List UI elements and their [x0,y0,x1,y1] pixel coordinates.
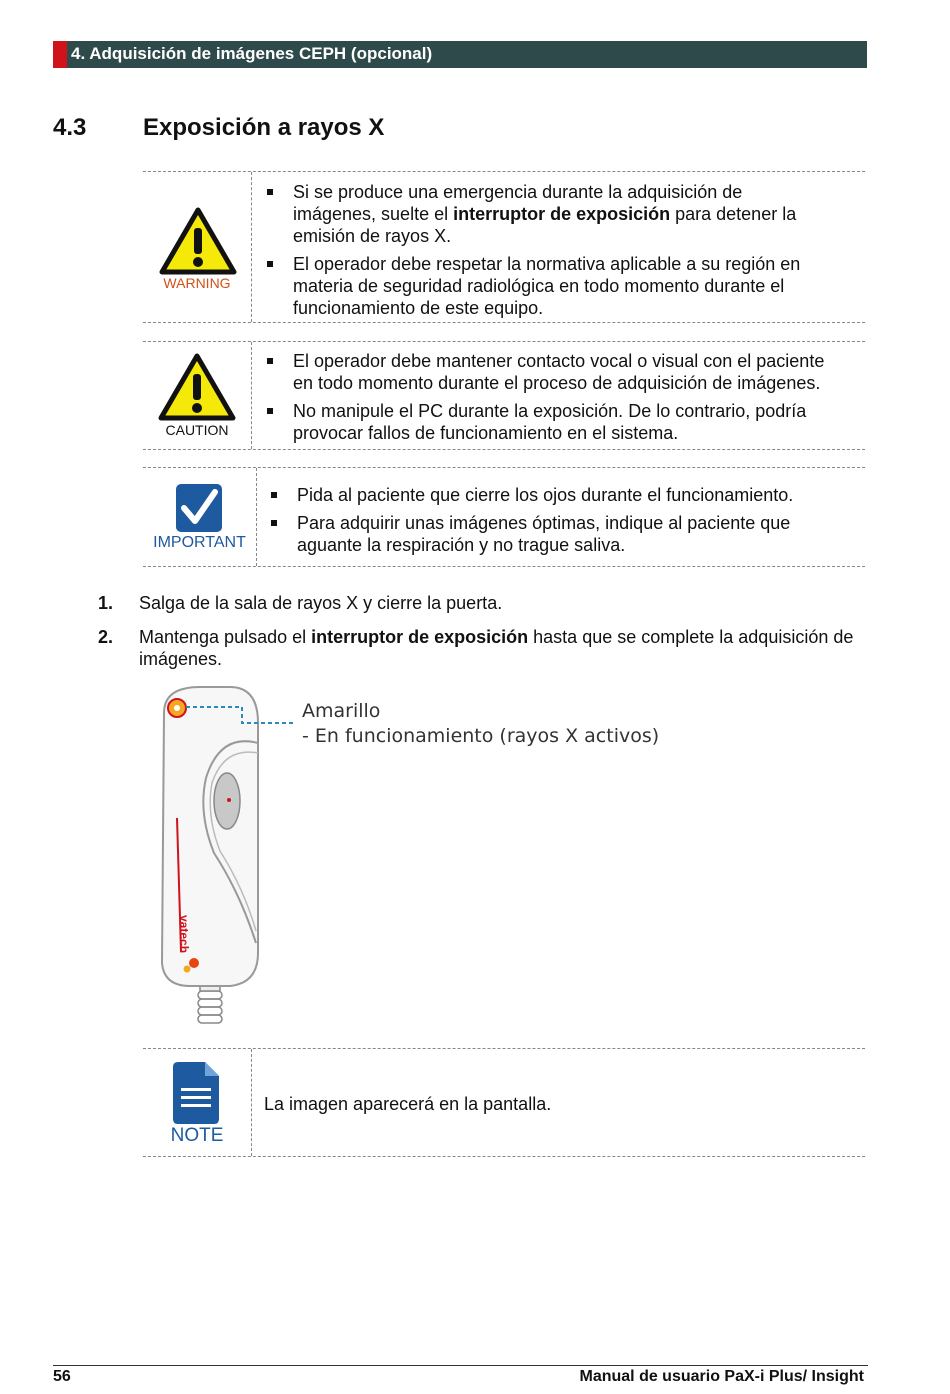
exposure-button [214,773,240,829]
exposure-switch-figure [150,683,310,1033]
callout-connector [178,703,303,731]
warning-item: Si se produce una emergencia durante la adquisición de imágenes, suelte el interruptor de exposición para detener la emisión de rayos X. [265,181,830,247]
note-label: NOTE [170,1125,224,1146]
caution-item: No manipule el PC durante la exposición. De lo contrario, podría provocar fallos de funcionamiento en el sistema. [265,400,840,444]
callout-line-1: Amarillo [302,700,381,722]
callout-line-2: - En funcionamiento (rayos X activos) [302,725,660,747]
brand-logo: vatech [177,915,191,954]
warning-list [265,181,830,325]
step-number: 1. [98,593,114,613]
note-icon-cell [143,1049,252,1156]
warning-box [143,171,865,323]
step-number: 2. [98,627,114,647]
section-number: 4.3 [53,114,87,141]
important-label: IMPORTANT [153,534,246,551]
caution-item: El operador debe mantener contacto vocal o visual con el paciente en todo momento durante el proceso de adquisición de imágenes. [265,350,840,394]
step-text: Mantenga pulsado el interruptor de exposición hasta que se complete la adquisición de imágenes. [139,627,854,669]
caution-icon-cell [143,342,252,449]
warning-icon [158,206,238,276]
checkmark-icon [176,484,222,532]
warning-icon-cell [143,172,252,322]
important-box [143,467,865,567]
warning-item: El operador debe respetar la normativa aplicable a su región en materia de seguridad radiológica en todo momento durante el funcionamiento de este equipo. [265,253,830,319]
footer-rule [53,1365,868,1366]
caution-list [265,350,840,450]
note-text: La imagen aparecerá en la pantalla. [264,1094,552,1114]
caution-icon [157,352,237,422]
cable-coil [198,981,222,1023]
section-title: Exposición a rayos X [143,114,385,141]
note-box [143,1048,865,1157]
header-accent [53,41,67,68]
chapter-header [53,41,867,68]
important-icon-cell [143,468,257,566]
step-text: Salga de la sala de rayos X y cierre la puerta. [139,593,503,613]
important-list [269,484,839,562]
important-item: Pida al paciente que cierre los ojos durante el funcionamiento. [269,484,839,506]
caution-box [143,341,865,450]
chapter-title: 4. Adquisición de imágenes CEPH (opcional) [71,44,433,63]
important-item: Para adquirir unas imágenes óptimas, indique al paciente que aguante la respiración y no trague saliva. [269,512,839,556]
manual-title: Manual de usuario PaX-i Plus/ Insight [579,1368,864,1385]
document-icon [173,1062,219,1124]
switch-body [162,687,258,986]
caution-label: CAUTION [165,422,229,438]
page-number: 56 [53,1368,71,1385]
warning-label: WARNING [163,275,231,291]
